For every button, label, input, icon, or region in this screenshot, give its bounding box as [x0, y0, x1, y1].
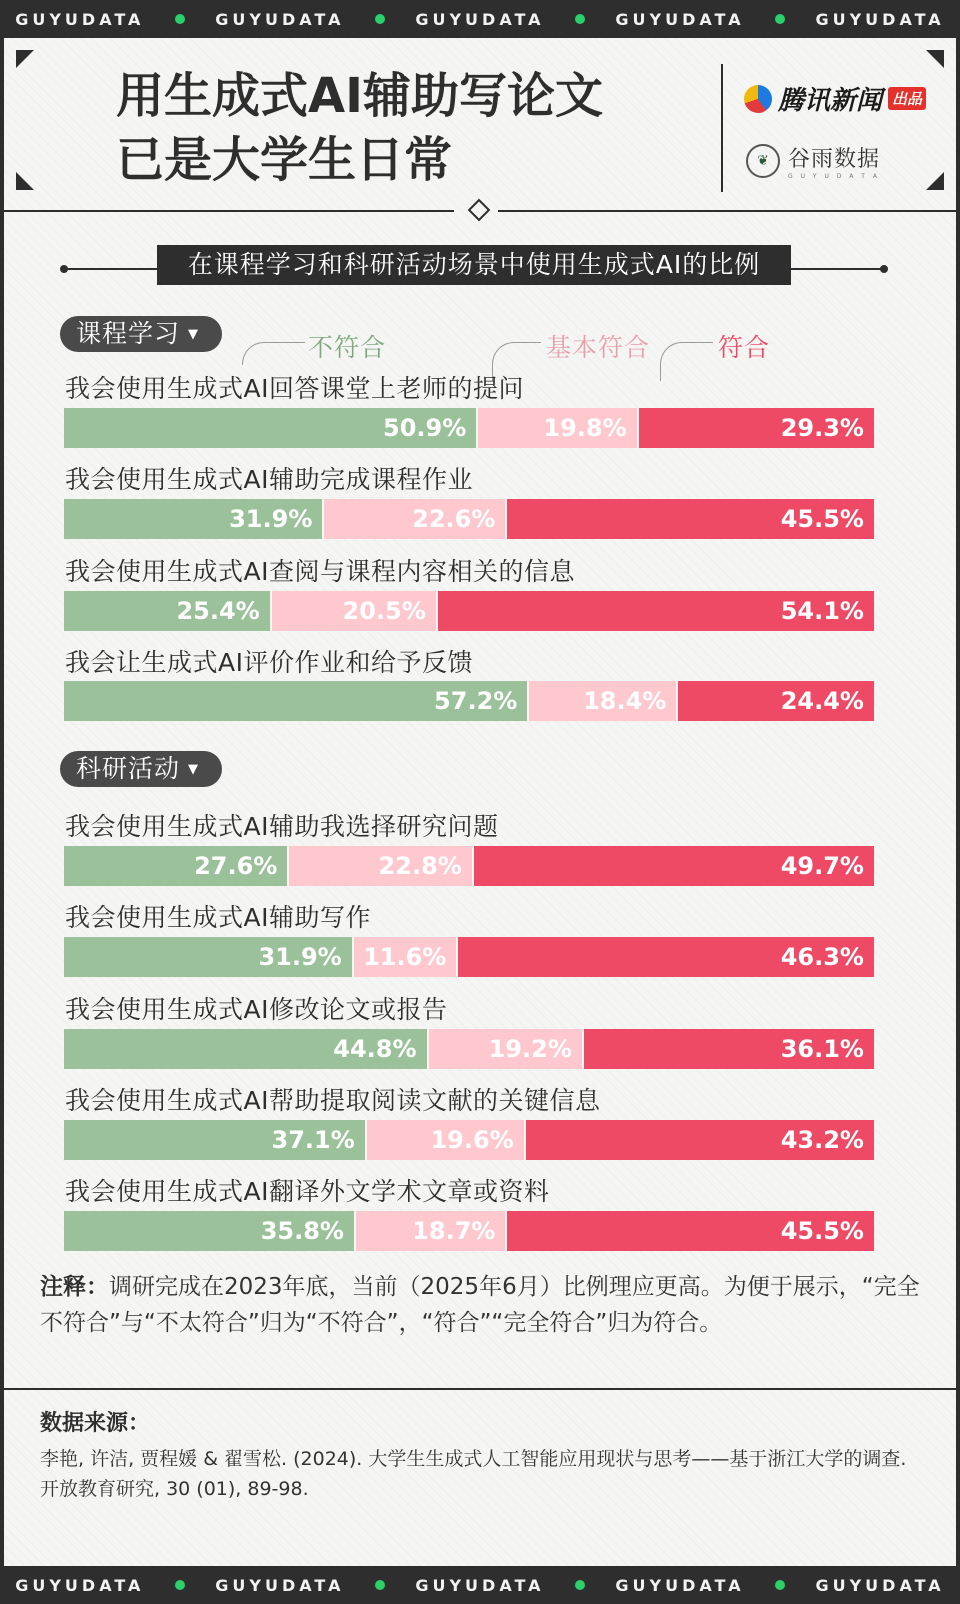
bar-segment-yes: 45.5% — [505, 1211, 874, 1251]
question-label: 我会使用生成式AI回答课堂上老师的提问 — [65, 374, 524, 403]
strip-dot — [575, 1580, 585, 1590]
bar-segment-no: 44.8% — [64, 1029, 427, 1069]
legend-no: 不符合 — [308, 333, 387, 362]
strip-word: GUYUDATA — [415, 1575, 545, 1595]
header-rule-right — [498, 210, 956, 212]
caret-down-icon: ▼ — [188, 327, 200, 342]
guyu-data-name: 谷雨数据 — [788, 147, 881, 172]
tencent-news-name: 腾讯新闻 — [778, 86, 883, 116]
guyu-data-subname: G U Y U D A T A — [788, 173, 880, 180]
title-line-1: 用生成式AI辅助写论文 — [116, 68, 604, 124]
chart-title: 在课程学习和科研活动场景中使用生成式AI的比例 — [157, 245, 791, 285]
source-label: 数据来源： — [40, 1411, 151, 1436]
stacked-bar — [64, 1029, 874, 1069]
source-divider — [4, 1388, 956, 1390]
produced-by-tag: 出品 — [888, 87, 926, 110]
question-label: 我会使用生成式AI辅助写作 — [65, 903, 371, 932]
question-label: 我会使用生成式AI帮助提取阅读文献的关键信息 — [65, 1086, 601, 1115]
footnote-text: 调研完成在2023年底，当前（2025年6月）比例理应更高。为便于展示，“完全不符合”与“不太符合”归为“不符合”，“符合”“完全符合”归为符合。 — [40, 1274, 920, 1336]
bar-segment-partial: 18.7% — [354, 1211, 505, 1251]
stacked-bar — [64, 499, 874, 539]
strip-dot — [375, 1580, 385, 1590]
bar-segment-yes: 54.1% — [436, 591, 874, 631]
top-brand-strip — [0, 0, 960, 38]
bar-segment-yes: 45.5% — [505, 499, 874, 539]
content-card — [4, 38, 956, 1566]
legend-yes: 符合 — [718, 333, 771, 362]
question-label: 我会使用生成式AI辅助完成课程作业 — [65, 465, 473, 494]
stacked-bar — [64, 408, 874, 448]
strip-dot — [775, 1580, 785, 1590]
strip-word: GUYUDATA — [815, 1575, 945, 1595]
corner-mark — [926, 50, 944, 68]
bar-segment-no: 57.2% — [64, 681, 527, 721]
bar-segment-partial: 19.6% — [365, 1120, 524, 1160]
bar-segment-no: 37.1% — [64, 1120, 365, 1160]
question-label: 我会使用生成式AI查阅与课程内容相关的信息 — [65, 557, 575, 586]
strip-dot — [575, 14, 585, 24]
bar-segment-partial: 22.6% — [322, 499, 505, 539]
bar-segment-partial: 11.6% — [352, 937, 457, 977]
question-label: 我会让生成式AI评价作业和给予反馈 — [65, 648, 473, 677]
guyu-bird-logo-icon: ❦ — [746, 144, 780, 178]
stacked-bar — [64, 937, 874, 977]
bar-segment-no: 27.6% — [64, 846, 287, 886]
bar-segment-yes: 49.7% — [472, 846, 874, 886]
footnote-label: 注释： — [40, 1274, 109, 1300]
bar-segment-partial: 22.8% — [287, 846, 471, 886]
stacked-bar — [64, 591, 874, 631]
section-tag-label: 课程学习 — [76, 319, 181, 348]
section-tag-research — [60, 751, 222, 787]
bar-segment-no: 35.8% — [64, 1211, 354, 1251]
legend-partial: 基本符合 — [546, 333, 651, 362]
strip-word: GUYUDATA — [15, 9, 145, 29]
strip-word: GUYUDATA — [15, 1575, 145, 1595]
strip-dot — [775, 14, 785, 24]
bar-segment-yes: 43.2% — [524, 1120, 874, 1160]
strip-word: GUYUDATA — [415, 9, 545, 29]
header-rule-left — [4, 210, 454, 212]
header-divider — [721, 64, 723, 192]
strip-word: GUYUDATA — [215, 1575, 345, 1595]
corner-mark — [16, 50, 34, 68]
bar-segment-yes: 46.3% — [456, 937, 874, 977]
bar-segment-no: 50.9% — [64, 408, 476, 448]
strip-dot — [175, 14, 185, 24]
guyu-data-brand — [746, 142, 880, 180]
bar-segment-partial: 19.8% — [476, 408, 636, 448]
section-tag-course-study — [60, 316, 222, 352]
strip-dot — [175, 1580, 185, 1590]
source-citation: 李艳, 许洁, 贾程媛 & 翟雪松. (2024). 大学生生成式人工智能应用现状与思考——基于浙江大学的调查. 开放教育研究, 30 (01), 89-98. — [40, 1448, 907, 1500]
diamond-ornament-icon — [468, 199, 491, 222]
bar-segment-no: 25.4% — [64, 591, 270, 631]
corner-mark — [16, 172, 34, 190]
question-label: 我会使用生成式AI辅助我选择研究问题 — [65, 812, 499, 841]
corner-mark — [926, 172, 944, 190]
bar-segment-yes: 36.1% — [582, 1029, 874, 1069]
strip-word: GUYUDATA — [615, 9, 745, 29]
legend-leader-line — [660, 342, 713, 381]
tencent-news-logo-icon — [744, 85, 772, 113]
bar-segment-partial: 20.5% — [270, 591, 436, 631]
section-tag-label: 科研活动 — [76, 754, 181, 783]
question-label: 我会使用生成式AI修改论文或报告 — [65, 995, 448, 1024]
title-line-2: 已是大学生日常 — [116, 132, 453, 188]
footnote — [40, 1269, 920, 1341]
bottom-brand-strip — [0, 1566, 960, 1604]
strip-word: GUYUDATA — [215, 9, 345, 29]
bar-segment-no: 31.9% — [64, 937, 352, 977]
bar-segment-partial: 18.4% — [527, 681, 676, 721]
stacked-bar — [64, 681, 874, 721]
caret-down-icon: ▼ — [188, 762, 200, 777]
stacked-bar — [64, 1211, 874, 1251]
question-label: 我会使用生成式AI翻译外文学术文章或资料 — [65, 1177, 550, 1206]
bar-segment-no: 31.9% — [64, 499, 322, 539]
strip-dot — [375, 14, 385, 24]
legend-leader-line — [242, 342, 305, 365]
stacked-bar — [64, 1120, 874, 1160]
strip-word: GUYUDATA — [615, 1575, 745, 1595]
tencent-news-brand — [744, 80, 926, 117]
bar-segment-partial: 19.2% — [427, 1029, 582, 1069]
stacked-bar — [64, 846, 874, 886]
bar-segment-yes: 29.3% — [637, 408, 874, 448]
page-title — [116, 64, 603, 192]
bar-segment-yes: 24.4% — [676, 681, 874, 721]
strip-word: GUYUDATA — [815, 9, 945, 29]
